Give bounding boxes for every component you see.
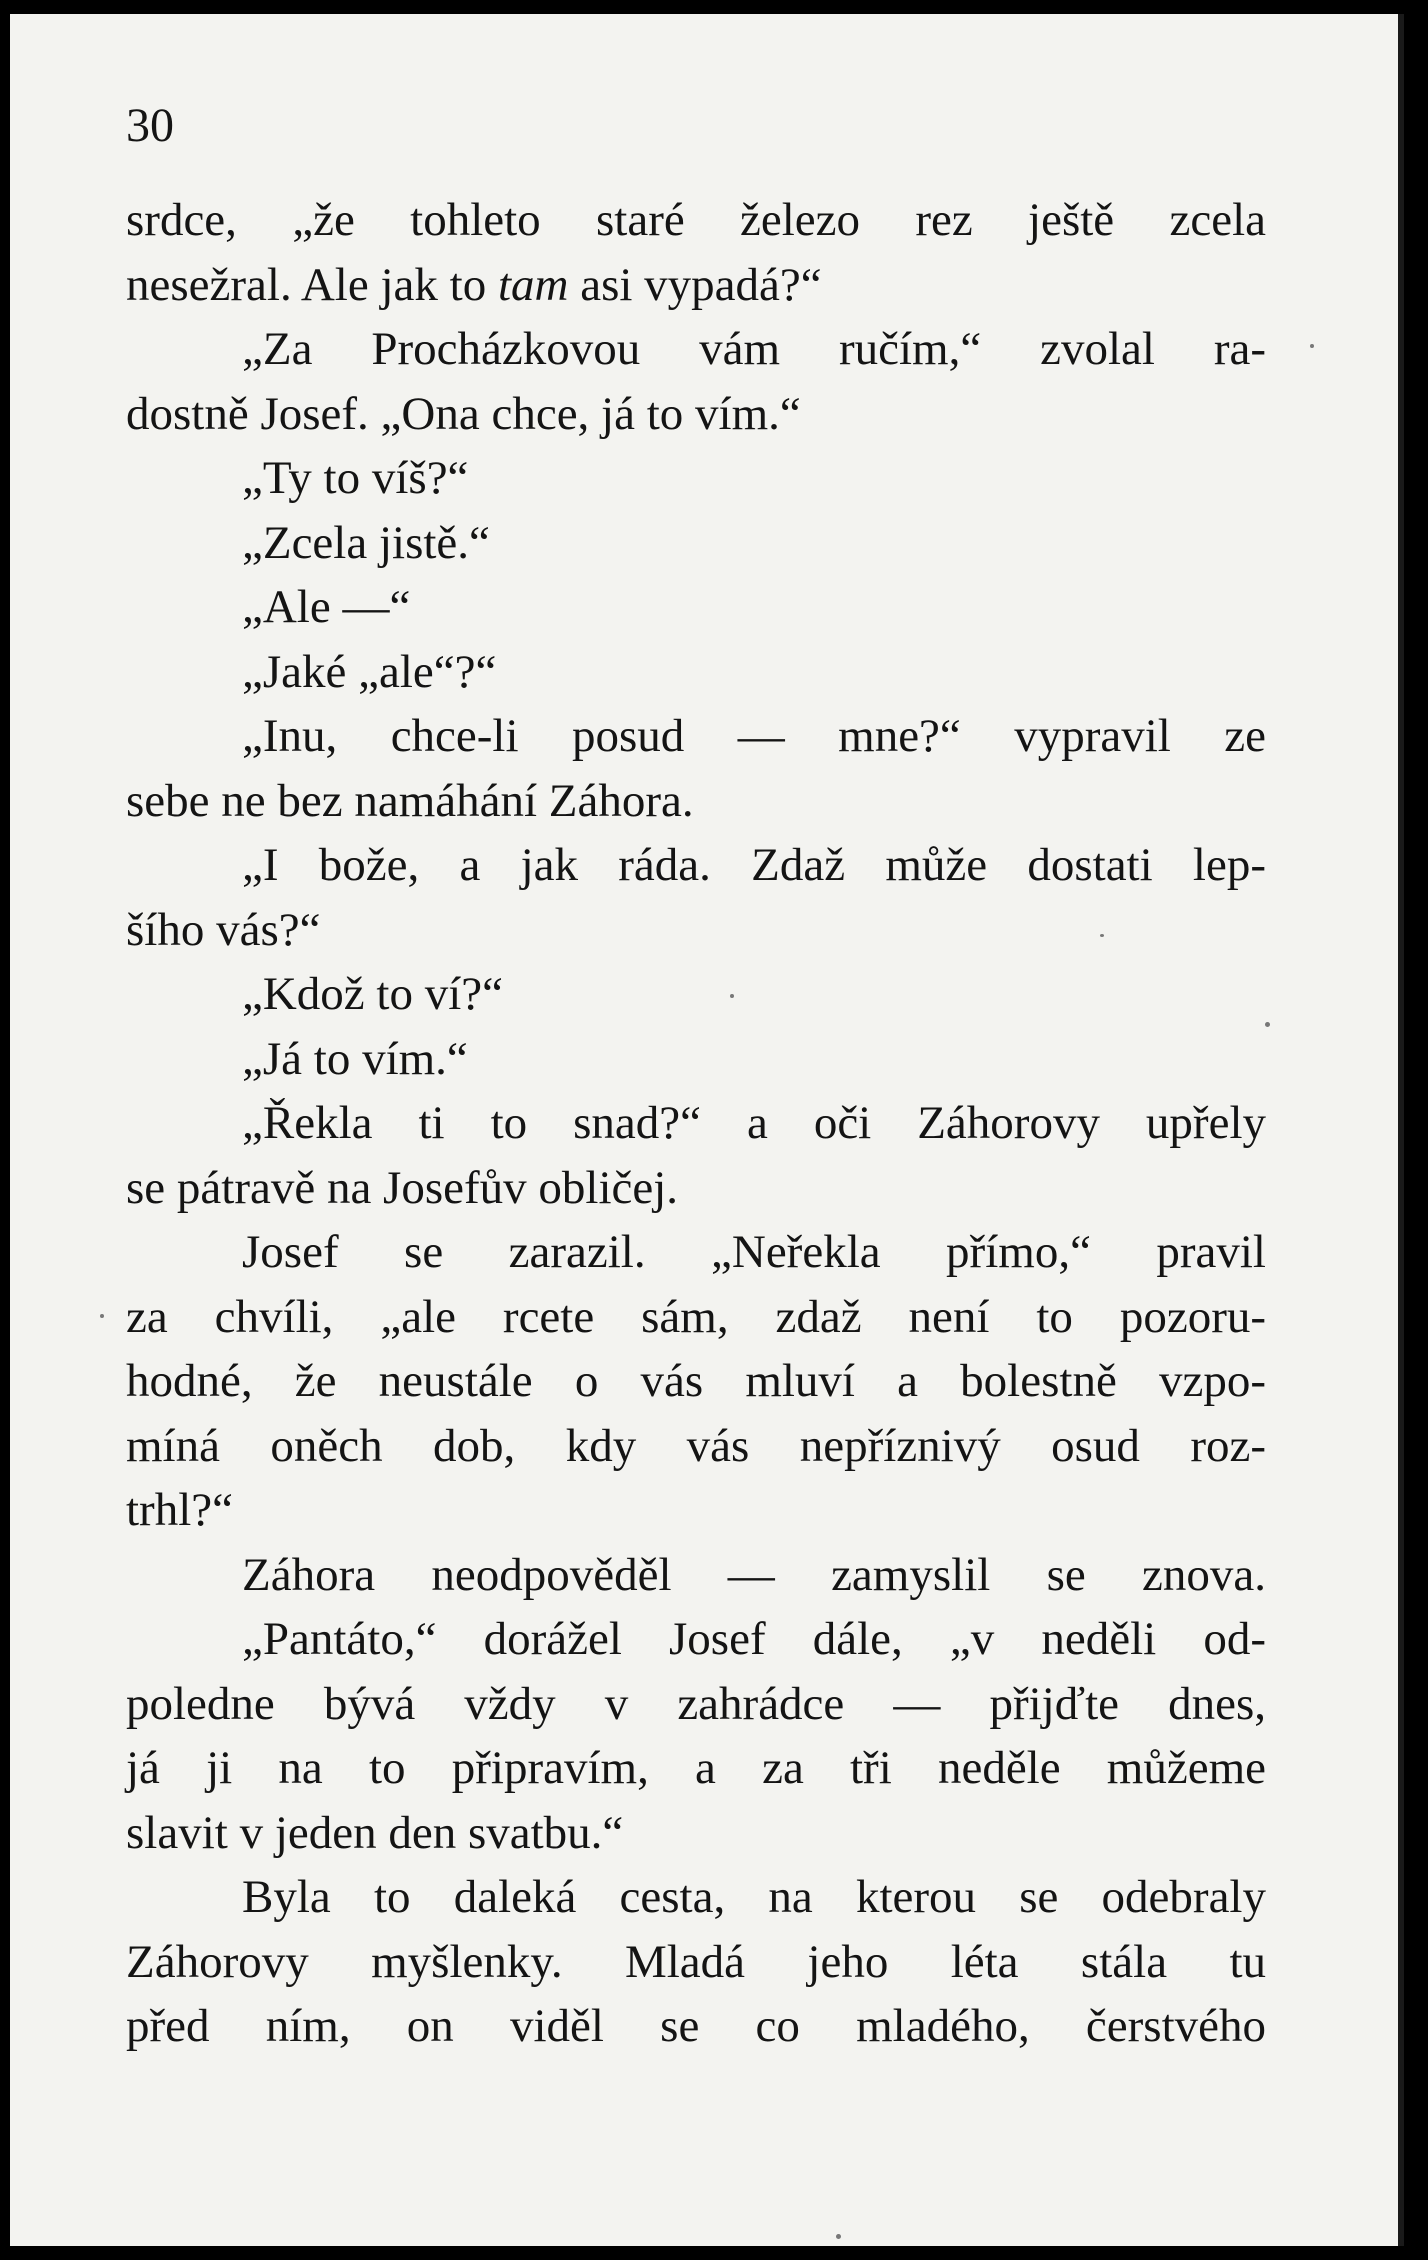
text-line: „Já to vím.“ (242, 1032, 468, 1085)
text-line: „Ale —“ (242, 581, 411, 633)
italic-word: tam (497, 258, 569, 311)
text-line: „Za Procházkovou vám ručím,“ zvolal ra- (242, 323, 1266, 375)
text-line: „Zcela jistě.“ (242, 516, 490, 569)
body-text (126, 188, 1266, 2059)
text-line: trhl?“ (126, 1484, 233, 1536)
text-line (126, 253, 1266, 318)
text-line: Byla to daleká cesta, na kterou se odebraly (242, 1871, 1266, 1923)
text-line: „Kdož to ví?“ (242, 968, 504, 1020)
text-line: „Jaké „ale“?“ (242, 645, 497, 698)
book-page (10, 14, 1398, 2246)
text-segment: nesežral. Ale jak to (126, 258, 498, 311)
text-line: dostně Josef. „Ona chce, já to vím.“ (126, 387, 801, 440)
print-speck (1310, 344, 1314, 348)
text-line: „Inu, chce-li posud — mne?“ vypravil ze (242, 710, 1266, 762)
print-speck (836, 2234, 841, 2239)
print-speck (730, 994, 734, 998)
text-line: Josef se zarazil. „Neřekla přímo,“ pravil (242, 1226, 1266, 1278)
text-line: sebe ne bez namáhání Záhora. (126, 774, 694, 827)
print-speck (1265, 1022, 1270, 1027)
text-line: Záhorovy myšlenky. Mladá jeho léta stála tu (126, 1935, 1266, 1988)
text-line: „Ty to víš?“ (242, 452, 469, 504)
text-line: slavit v jeden den svatbu.“ (126, 1806, 624, 1859)
text-line: já ji na to připravím, a za tři neděle můžeme (126, 1742, 1266, 1794)
text-line: míná oněch dob, kdy vás nepříznivý osud roz- (126, 1419, 1266, 1472)
text-line: Záhora neodpověděl — zamyslil se znova. (242, 1548, 1266, 1601)
print-speck (100, 1314, 104, 1318)
text-line: se pátravě na Josefův obličej. (126, 1161, 679, 1214)
text-line: před ním, on viděl se co mladého, čerstvého (126, 2000, 1266, 2052)
text-line: hodné, že neustále o vás mluví a bolestně vzpo- (126, 1355, 1266, 1407)
text-segment: asi vypadá?“ (568, 258, 822, 311)
text-line: „Řekla ti to snad?“ a oči Záhorovy upřely (242, 1097, 1266, 1149)
page-number: 30 (126, 99, 174, 152)
text-line: srdce, „že tohleto staré železo rez ještě zcela (126, 194, 1266, 246)
text-line: za chvíli, „ale rcete sám, zdaž není to pozoru- (126, 1290, 1266, 1343)
page-edge (1398, 14, 1404, 2246)
text-line: poledne bývá vždy v zahrádce — přijďte dnes, (126, 1677, 1266, 1730)
print-speck (1100, 934, 1104, 937)
text-line: šího vás?“ (126, 903, 321, 956)
text-line: „Pantáto,“ dorážel Josef dále, „v neděli od- (242, 1613, 1266, 1665)
text-line: „I bože, a jak ráda. Zdaž může dostati lep- (242, 839, 1266, 891)
